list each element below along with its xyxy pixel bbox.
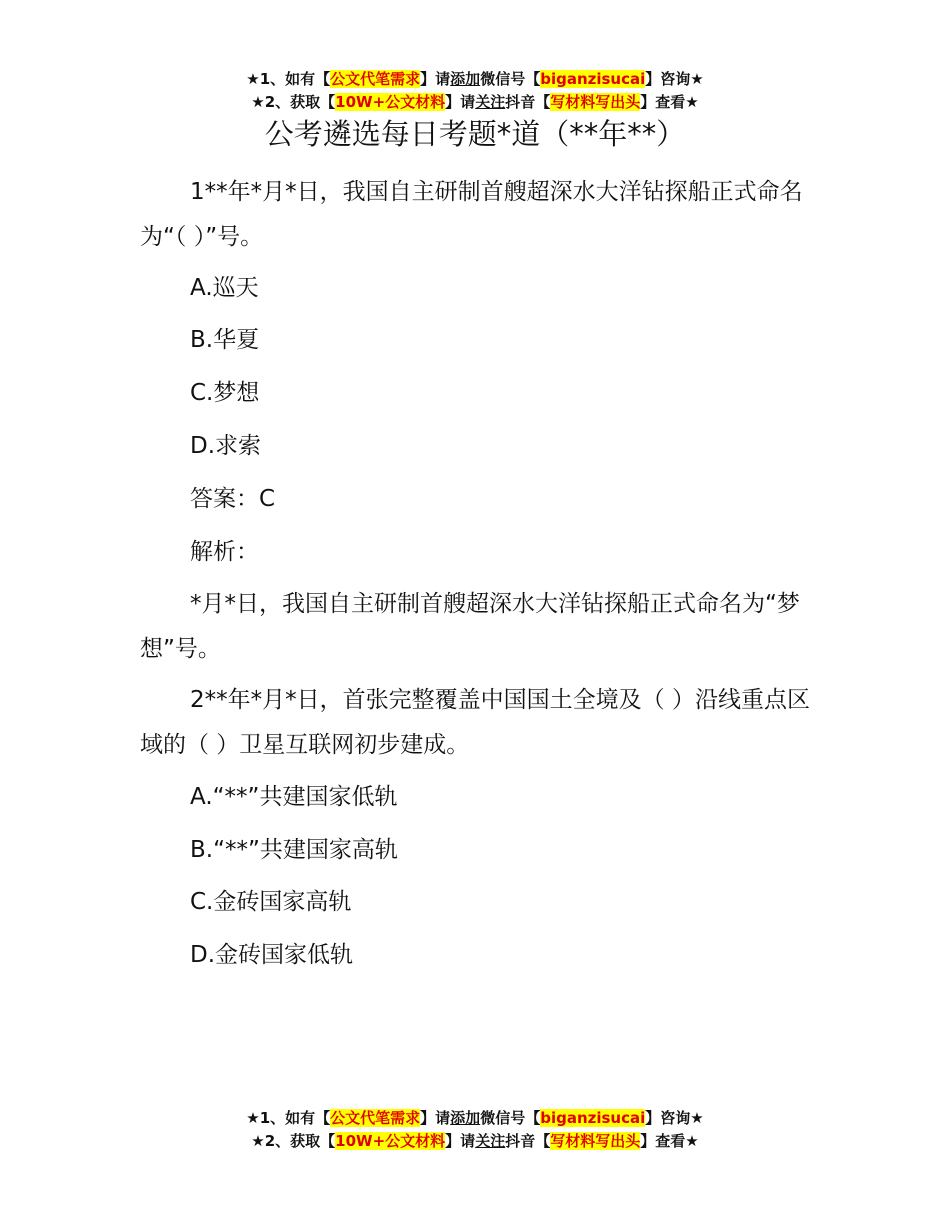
promo-text: 2、获取【 [264,1132,336,1150]
promo-underlined-text: 关注 [475,1132,506,1150]
bottom-promo-banner [0,1107,950,1153]
promo-text: 抖音【 [505,1132,551,1150]
promo-underlined-text: 添加 [450,70,481,88]
promo-highlight: 公文代笔需求 [330,70,421,88]
question-2-option-d: D.金砖国家低轨 [190,942,354,968]
promo-text: 】请 [445,93,476,111]
question-1-answer: 答案：C [190,486,276,512]
promo-highlight: 写材料写出头 [550,93,641,111]
question-2-text: 2**年*月*日，首张完整覆盖中国国土全境及（ ）沿线重点区域的（ ）卫星互联网初步建成。 [140,687,810,758]
question-2-option-b: B.“**”共建国家高轨 [190,837,398,863]
star-icon: ★ [690,70,704,88]
promo-line-2 [0,91,950,114]
promo-text: 】咨询 [645,70,691,88]
promo-text: 】咨询 [645,1109,691,1127]
star-icon: ★ [251,1132,265,1150]
question-1-option-b: B.华夏 [190,327,260,353]
question-1-analysis-text: *月*日，我国自主研制首艘超深水大洋钻探船正式命名为“梦想”号。 [140,591,800,662]
star-icon: ★ [246,1109,260,1127]
question-1-option-c: C.梦想 [190,380,260,406]
promo-highlight: 写材料写出头 [550,1132,641,1150]
star-icon: ★ [685,93,699,111]
promo-text: 抖音【 [505,93,551,111]
document-title: 公考遴选每日考题*道（**年**） [264,117,686,151]
top-promo-banner [0,68,950,114]
promo-text: 】请 [445,1132,476,1150]
promo-highlight: 10W+公文材料 [335,93,446,111]
wechat-id-highlight: biganzisucai [540,70,646,88]
star-icon: ★ [251,93,265,111]
wechat-id-highlight: biganzisucai [540,1109,646,1127]
promo-text: 】请 [420,70,451,88]
promo-text: 】请 [420,1109,451,1127]
promo-line-1 [0,68,950,91]
promo-text: 1、如有【 [259,70,331,88]
promo-text: 2、获取【 [264,93,336,111]
promo-text: 微信号【 [480,1109,541,1127]
question-2-option-c: C.金砖国家高轨 [190,889,352,915]
star-icon: ★ [690,1109,704,1127]
promo-text: 】查看 [640,1132,686,1150]
star-icon: ★ [246,70,260,88]
question-2-option-a: A.“**”共建国家低轨 [190,784,398,810]
promo-line-1 [0,1107,950,1130]
question-1-text: 1**年*月*日，我国自主研制首艘超深水大洋钻探船正式命名为“（ ）”号。 [140,179,803,250]
question-1-option-a: A.巡天 [190,275,259,301]
promo-line-2 [0,1130,950,1153]
promo-underlined-text: 关注 [475,93,506,111]
promo-text: 1、如有【 [259,1109,331,1127]
promo-underlined-text: 添加 [450,1109,481,1127]
question-1-analysis-label: 解析： [190,539,259,565]
promo-highlight: 公文代笔需求 [330,1109,421,1127]
star-icon: ★ [685,1132,699,1150]
promo-highlight: 10W+公文材料 [335,1132,446,1150]
promo-text: 微信号【 [480,70,541,88]
promo-text: 】查看 [640,93,686,111]
question-1-option-d: D.求索 [190,433,262,459]
